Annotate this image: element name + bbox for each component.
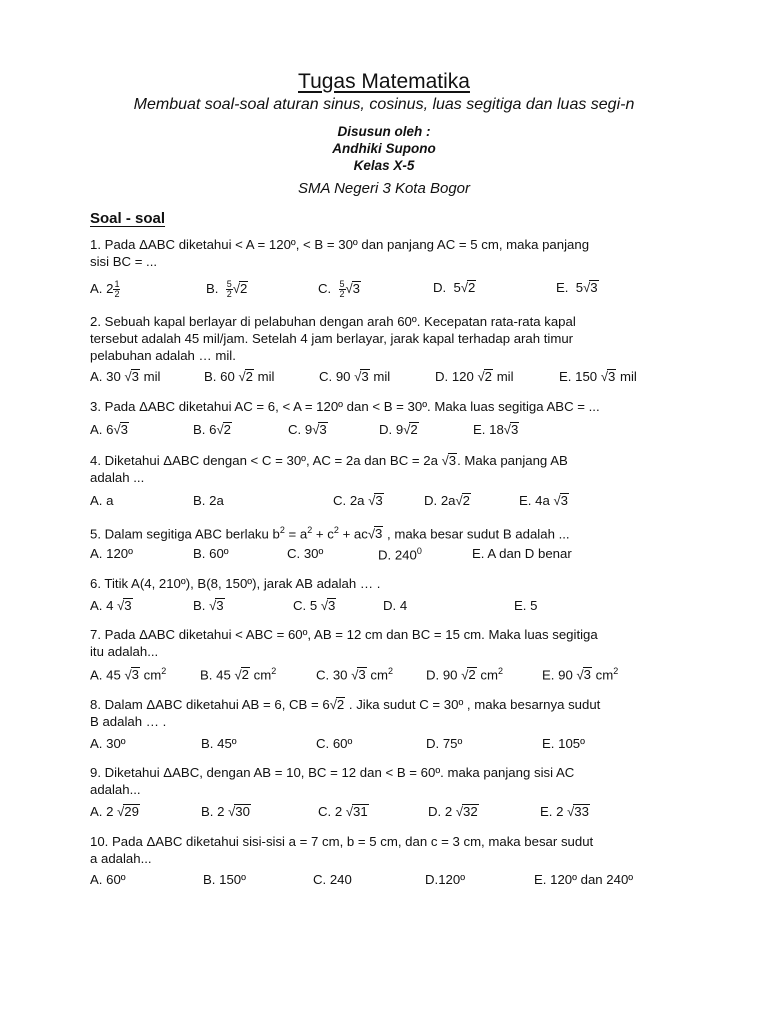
- option-c: C. 30º: [287, 546, 324, 561]
- question-7: 7. Pada ΔABC diketahui < ABC = 60º, AB = 12 cm dan BC = 15 cm. Maka luas segitiga itu adalah...: [90, 627, 598, 659]
- option-a: A. 2 $\frac{1}{2}$: [90, 279, 120, 299]
- option-c: C. $\frac{5}{2}$ √3: [318, 279, 361, 299]
- option-d: D. 90 √2 $cm^2$: [426, 666, 503, 683]
- option-c: C. 240: [313, 872, 352, 887]
- option-d: D. 120 √2 mil: [435, 369, 514, 384]
- option-d: D.120º: [425, 872, 466, 887]
- option-b: B. 150º: [203, 872, 246, 887]
- question-5: 5. Dalam segitiga ABC berlaku $b^2 = a^2 + c^2 + ac√3$ , maka besar sudut B adalah ...: [90, 525, 570, 542]
- document-subtitle: Membuat soal-soal aturan sinus, cosinus, luas segitiga dan luas segi-n: [133, 96, 635, 113]
- author-name: Andhiki Supono: [332, 141, 436, 156]
- school-name: SMA Negeri 3 Kota Bogor: [297, 180, 471, 197]
- option-d: D. 2a√2: [424, 493, 471, 508]
- option-a: A. a: [90, 493, 114, 508]
- option-d: D. $240^0$: [378, 546, 422, 563]
- option-e: E. 105º: [542, 736, 585, 751]
- option-c: C. 90 √3 mil: [319, 369, 391, 384]
- option-c: C. 9√3: [288, 422, 327, 437]
- option-d: D. 2 √32: [428, 804, 478, 819]
- option-b: B. 45º: [201, 736, 237, 751]
- option-e: E. 18√3: [473, 422, 519, 437]
- option-e: E. A dan D benar: [472, 546, 572, 561]
- option-a: A. 120º: [90, 546, 133, 561]
- question-6: 6. Titik A(4, 210º), B(8, 150º), jarak AB adalah … .: [90, 576, 381, 591]
- option-b: B. 60º: [193, 546, 229, 561]
- option-e: E. 2 √33: [540, 804, 589, 819]
- option-b: B. 2 √30: [201, 804, 250, 819]
- option-e: E. 4a √3: [519, 493, 568, 508]
- option-c: C. 60º: [316, 736, 353, 751]
- question-1: [90, 236, 678, 270]
- option-a: A. 4 √3: [90, 598, 132, 613]
- option-d: D. 5√2: [433, 280, 476, 295]
- section-title: Soal - soal: [90, 210, 166, 227]
- question-text-line2: sisi BC = ...: [90, 254, 158, 269]
- question-9: 9. Diketahui ΔABC, dengan AB = 10, BC = 12 dan < B = 60º. maka panjang sisi AC adalah...: [90, 765, 575, 797]
- option-a: A. 30º: [90, 736, 126, 751]
- option-a: A. 6√3: [90, 422, 128, 437]
- question-text: 1. Pada ΔABC diketahui < A = 120º, < B = 30º dan panjang AC = 5 cm, maka panjang: [90, 237, 590, 252]
- option-e: E. 5: [514, 598, 538, 613]
- option-c: C. 2a √3: [333, 493, 383, 508]
- option-c: C. 2 √31: [318, 804, 368, 819]
- option-d: D. 9√2: [379, 422, 418, 437]
- option-b: B. √3: [193, 598, 224, 613]
- option-a: A. 2 √29: [90, 804, 139, 819]
- option-e: E. 120º dan 240º: [534, 872, 634, 887]
- option-b: B. 6√2: [193, 422, 231, 437]
- option-e: E. 150 √3 mil: [559, 369, 637, 384]
- option-b: B. 2a: [193, 493, 224, 508]
- question-2: 2. Sebuah kapal berlayar di pelabuhan dengan arah 60º. Kecepatan rata-rata kapal tersebut adalah 45 mil/jam. Setelah 4 jam berlayar, jarak kapal terhadap arah timur pelabuhan adalah … mil.: [90, 314, 576, 363]
- option-d: D. 75º: [426, 736, 463, 751]
- option-c: C. 5 √3: [293, 598, 336, 613]
- option-c: C. 30 √3 $cm^2$: [316, 666, 393, 683]
- option-d: D. 4: [383, 598, 408, 613]
- option-e: E. 5√3: [556, 280, 598, 295]
- question-8: 8. Dalam ΔABC diketahui AB = 6, CB = 6√2 . Jika sudut C = 30º , maka besarnya sudut B adalah … .: [90, 697, 601, 729]
- document-title: Tugas Matematika: [298, 70, 470, 93]
- option-e: E. 90 √3 $cm^2$: [542, 666, 619, 683]
- option-a: A. 45 √3 $cm^2$: [90, 666, 167, 683]
- question-10: 10. Pada ΔABC diketahui sisi-sisi a = 7 cm, b = 5 cm, dan c = 3 cm, maka besar sudut a adalah...: [90, 834, 594, 866]
- compiled-by-label: Disusun oleh :: [337, 124, 431, 139]
- question-4: 4. Diketahui ΔABC dengan < C = 30º, AC = 2a dan BC = 2a √3. Maka panjang AB adalah ...: [90, 453, 568, 485]
- class-label: Kelas X-5: [353, 158, 415, 173]
- option-b: B. 45 √2 $cm^2$: [200, 666, 277, 683]
- question-3: 3. Pada ΔABC diketahui AC = 6, < A = 120º dan < B = 30º. Maka luas segitiga ABC = ...: [90, 399, 600, 414]
- option-b: B. $\frac{5}{2}$ √2: [206, 279, 248, 299]
- option-a: A. 60º: [90, 872, 126, 887]
- option-b: B. 60 √2 mil: [204, 369, 275, 384]
- option-a: A. 30 √3 mil: [90, 369, 161, 384]
